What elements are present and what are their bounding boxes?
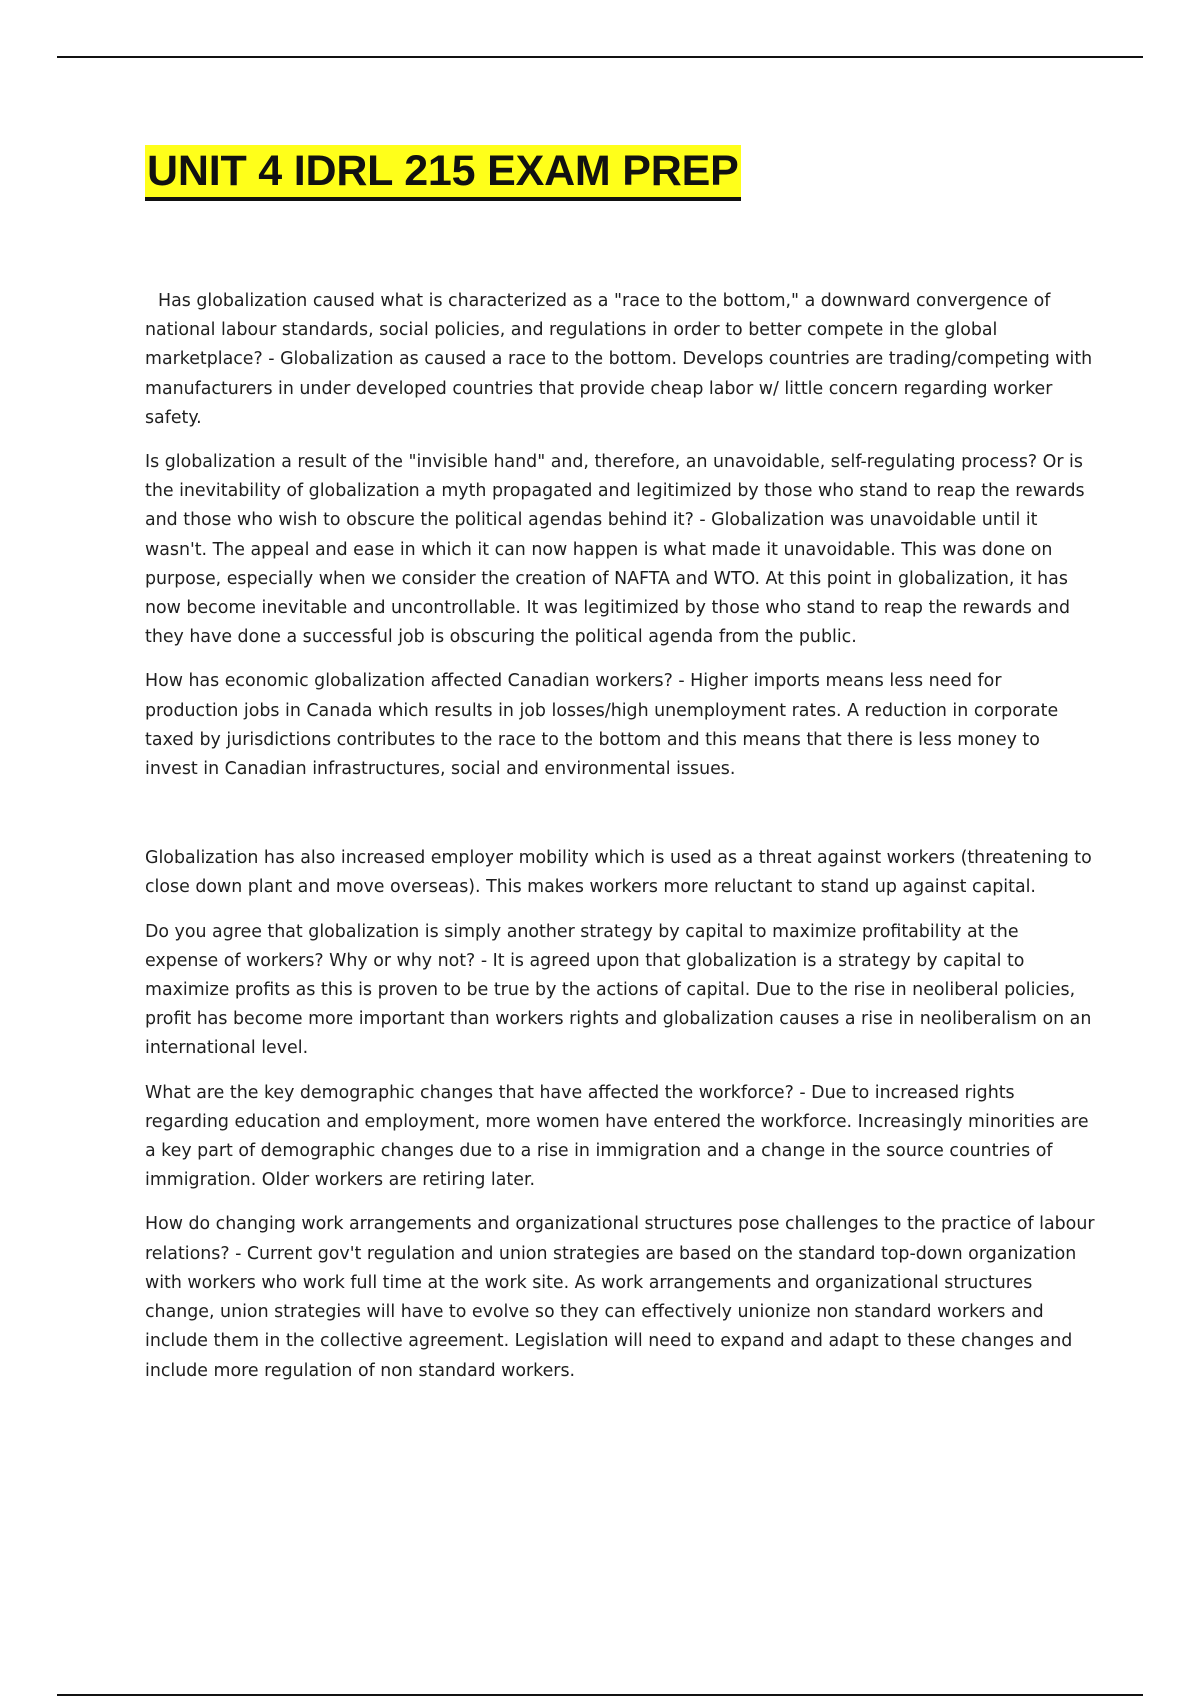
paragraph-work-arrangements: How do changing work arrangements and organizational structures pose challenges to the practice of labour relations? - Current gov't regulation and union strategies are based on the standard top-down organization with workers who work full time at the work site. As work arrangements and organizational structures change, union strategies will have to evolve so they can effectively unionize non standard workers and include them in the collective agreement. Legislation will need to expand and adapt to these changes and include more regulation of non standard workers.: [145, 1214, 1095, 1381]
paragraph-employer-mobility: Globalization has also increased employer mobility which is used as a threat against workers (threatening to close down plant and move overseas). This makes workers more reluctant to stand up against capital.: [145, 848, 1092, 898]
bottom-rule: [57, 1694, 1143, 1696]
paragraph-canadian-workers: How has economic globalization affected Canadian workers? - Higher imports means less need for production jobs in Canada which results in job losses/high unemployment rates. A reduction in corporate taxed by jurisdictions contributes to the race to the bottom and this means that there is less money to invest in Canadian infrastructures, social and environmental issues.: [145, 671, 1059, 780]
paragraph-capital-strategy: Do you agree that globalization is simply another strategy by capital to maximize profitability at the expense of workers? Why or why not? - It is agreed upon that globalization is a strategy by capital to maximize profits as this is proven to be true by the actions of capital. Due to the rise in neoliberal policies, profit has become more important than workers rights and globalization causes a rise in neoliberalism on an international level.: [145, 921, 1092, 1059]
top-rule: [57, 56, 1143, 58]
document-body: [145, 287, 1095, 1401]
paragraph-race-to-bottom: Has globalization caused what is characterized as a "race to the bottom," a downward convergence of national labour standards, social policies, and regulations in order to better compete in the global marketplace? - Globalization as caused a race to the bottom. Develops countries are trading/competing with manufacturers in under developed countries that provide cheap labor w/ little concern regarding worker safety.: [145, 291, 1093, 428]
paragraph-invisible-hand: Is globalization a result of the "invisible hand" and, therefore, an unavoidable, self-regulating process? Or is the inevitability of globalization a myth propagated and legitimized by those who stand to reap the rewards and those who wish to obscure the political agendas behind it? - Globalization was unavoidable until it wasn't. The appeal and ease in which it can now happen is what made it unavoidable. This was done on purpose, especially when we consider the creation of NAFTA and WTO. At this point in globalization, it has now become inevitable and uncontrollable. It was legitimized by those who stand to reap the rewards and they have done a successful job is obscuring the political agenda from the public.: [145, 452, 1085, 648]
page-title: UNIT 4 IDRL 215 EXAM PREP: [145, 145, 741, 201]
paragraph-demographic-changes: What are the key demographic changes that have affected the workforce? - Due to increased rights regarding education and employment, more women have entered the workforce. Increasingly minorities are a key part of demographic changes due to a rise in immigration and a change in the source countries of immigration. Older workers are retiring later.: [145, 1082, 1089, 1191]
title-block: [145, 145, 741, 201]
